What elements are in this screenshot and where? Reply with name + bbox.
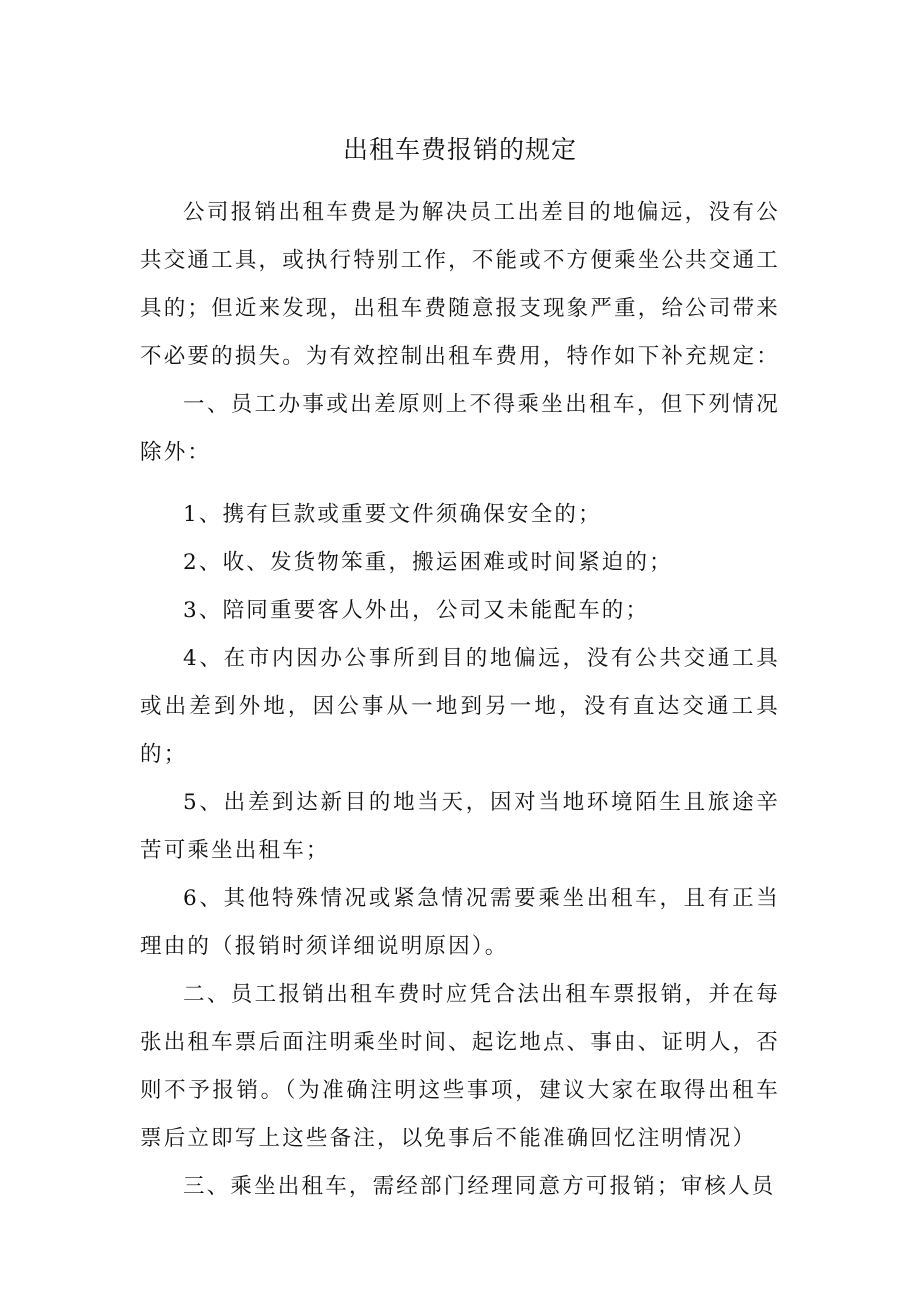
rule-1-paragraph: 一、员工办事或出差原则上不得乘坐出租车，但下列情况除外： [140,392,780,465]
exception-item-5: 5、出差到达新目的地当天，因对当地环境陌生且旅途辛苦可乘坐出租车； [140,790,780,863]
document-title: 出租车费报销的规定 [342,135,577,164]
document-body [140,189,780,1211]
exception-item-3: 3、陪同重要客人外出，公司又未能配车的； [183,598,650,623]
exception-item-2: 2、收、发货物笨重，搬运困难或时间紧迫的； [183,550,673,575]
rule-2-paragraph: 二、员工报销出租车费时应凭合法出租车票报销，并在每张出租车票后面注明乘坐时间、起讫地点、事由、证明人，否则不予报销。（为准确注明这些事项，建议大家在取得出租车票后立即写上这些备注，以免事后不能准确回忆注明情况） [140,982,780,1151]
exception-item-1: 1、携有巨款或重要文件须确保安全的； [183,502,602,527]
exception-item-6: 6、其他特殊情况或紧急情况需要乘坐出租车，且有正当理由的（报销时须详细说明原因）。 [140,886,780,959]
exception-item-4: 4、在市内因办公事所到目的地偏远，没有公共交通工具或出差到外地，因公事从一地到另一地，没有直达交通工具的； [140,646,780,767]
intro-paragraph: 公司报销出租车费是为解决员工出差目的地偏远，没有公共交通工具，或执行特别工作，不能或不方便乘坐公共交通工具的；但近来发现，出租车费随意报支现象严重，给公司带来不必要的损失。为有效控制出租车费用，特作如下补充规定： [140,200,780,369]
rule-3-paragraph: 三、乘坐出租车，需经部门经理同意方可报销；审核人员 [183,1174,776,1199]
